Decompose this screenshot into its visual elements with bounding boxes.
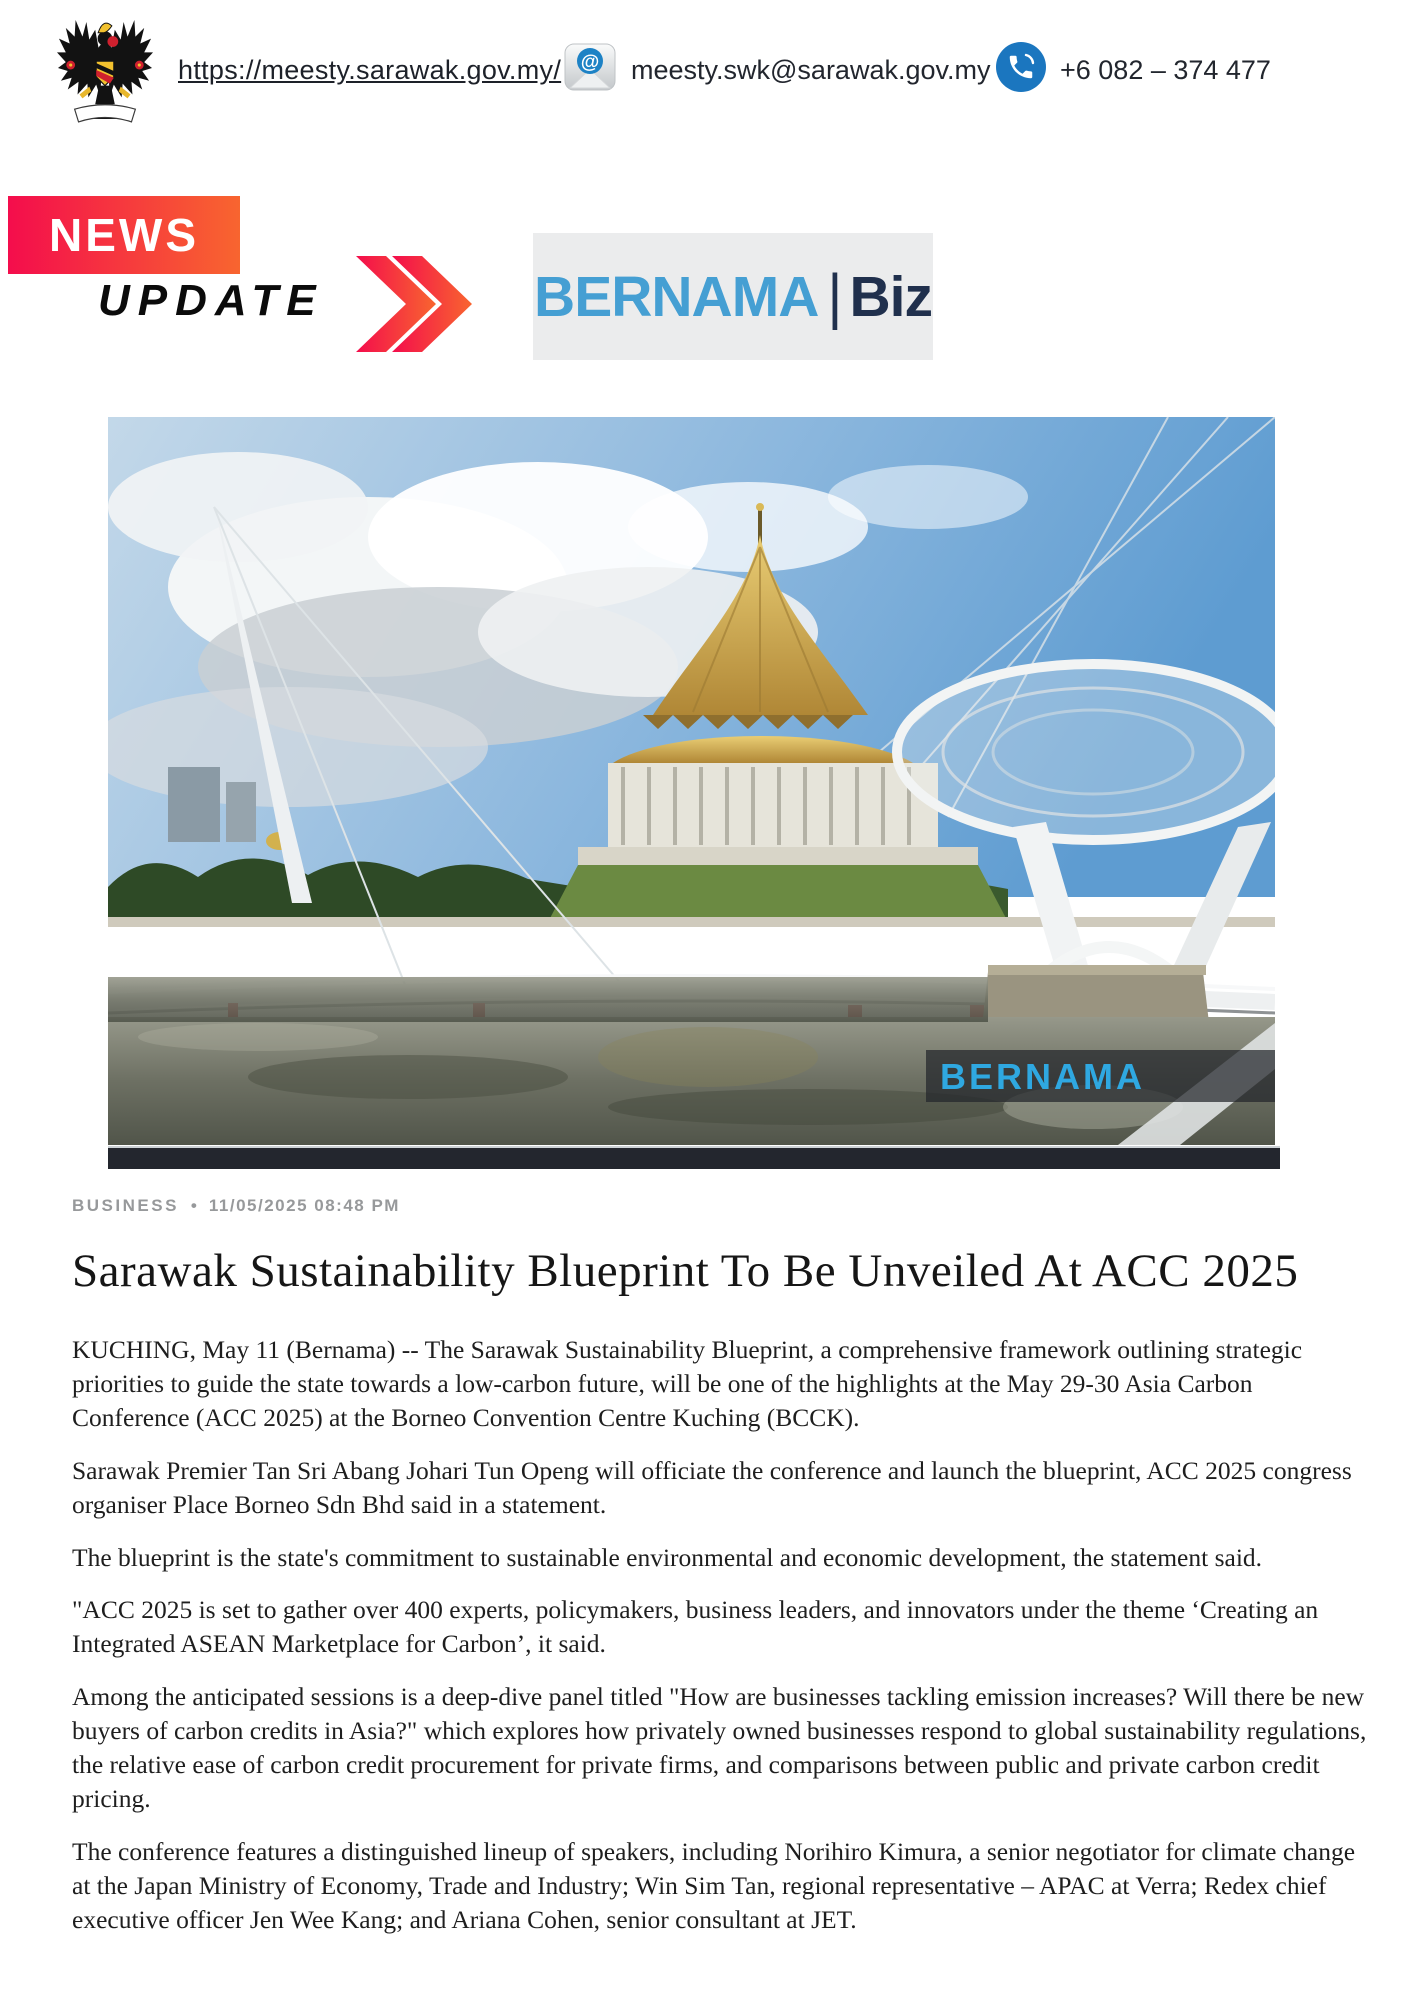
paragraph: "ACC 2025 is set to gather over 400 experts, policymakers, business leaders, and innovators under the theme ‘Creating an Integrated ASEAN Marketplace for Carbon’, it said. (72, 1595, 1319, 1659)
phone-number: +6 082 – 374 477 (1060, 55, 1271, 85)
svg-text:BERNAMA: BERNAMA (940, 1056, 1145, 1097)
sarawak-coat-of-arms-icon (56, 6, 154, 130)
website-link[interactable]: https://meesty.sarawak.gov.my/ (178, 55, 562, 85)
paragraph: The conference features a distinguished lineup of speakers, including Norihiro Kimura, a senior negotiator for climate change at the Japan Ministry of Economy, Trade and Industry; Win Sim Tan, regional representative – APAC at Verra; Redex chief executive officer Jen Wee Kang; and Ariana Cohen, senior consultant at JET. (72, 1836, 1356, 1934)
paragraph: KUCHING, May 11 (Bernama) -- The Sarawak Sustainability Blueprint, a comprehensive framework outlining strategic priorities to guide the state towards a low-carbon future, will be one of the highlights at the May 29-30 Asia Carbon Conference (ACC 2025) at the Borneo Convention Centre Kuching (BCCK). (72, 1334, 1303, 1432)
paragraph: The blueprint is the state's commitment to sustainable environmental and economic development, the statement said. (72, 1542, 1263, 1572)
bernama-watermark (926, 1050, 1275, 1102)
news-banner-label: NEWS (49, 209, 199, 261)
meta-separator: • (190, 1196, 197, 1215)
category-label: BUSINESS (72, 1196, 179, 1215)
phone-icon (996, 42, 1046, 92)
update-label: UPDATE (98, 276, 324, 325)
paragraph: Among the anticipated sessions is a deep-dive panel titled "How are businesses tackling emission increases? Will there be new buyers of carbon credits in Asia?" which explores how privately owned businesses respond to global sustainability regulations, the relative ease of carbon credit procurement for private firms, and comparisons between public and private carbon credit pricing. (72, 1682, 1367, 1813)
article-photo (108, 417, 1275, 1145)
svg-text:@: @ (580, 52, 600, 73)
news-banner (8, 196, 240, 274)
photo-bottom-bar (108, 1146, 1280, 1169)
article-body (72, 1333, 1368, 1937)
bernama-biz-logo (533, 233, 933, 360)
double-chevron-right-icon (356, 256, 472, 352)
article-datetime: 11/05/2025 08:48 PM (208, 1196, 400, 1215)
article (72, 1196, 1368, 1956)
email-icon (563, 40, 617, 94)
bernama-logo-text: BERNAMA (534, 264, 819, 329)
paragraph: Sarawak Premier Tan Sri Abang Johari Tun Openg will officiate the conference and launch the blueprint, ACC 2025 congress organiser Place Borneo Sdn Bhd said in a statement. (72, 1455, 1352, 1519)
logo-separator: | (827, 262, 843, 331)
email-address[interactable]: meesty.swk@sarawak.gov.my (631, 55, 991, 85)
article-meta (72, 1196, 1368, 1216)
biz-logo-text: Biz (849, 264, 932, 329)
article-title: Sarawak Sustainability Blueprint To Be Unveiled At ACC 2025 (72, 1245, 1299, 1297)
